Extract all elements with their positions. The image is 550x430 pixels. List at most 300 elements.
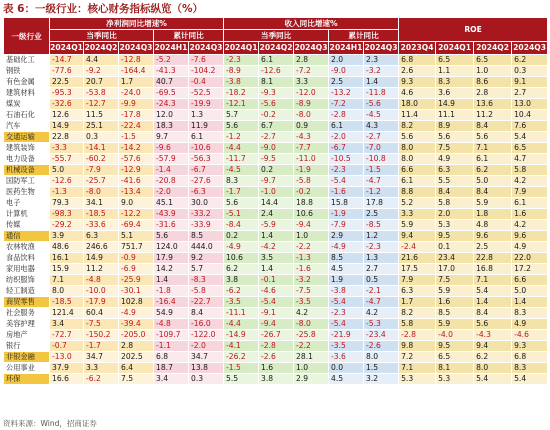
value-cell: 121.4 (50, 308, 84, 319)
value-cell: 4.2 (294, 308, 329, 319)
value-cell: -4.4 (224, 143, 259, 154)
header-revenue-cumulative-yoy: 累计同比 (329, 30, 399, 42)
value-cell: -30.1 (119, 286, 154, 297)
value-cell: 3.8 (224, 275, 259, 286)
value-cell: 2.8 (294, 55, 329, 66)
value-cell: 14.9 (84, 253, 119, 264)
table-row (4, 330, 548, 341)
table-row (4, 319, 548, 330)
period-header: 2024Q2 (474, 42, 512, 55)
value-cell: -9.3 (259, 88, 294, 99)
value-cell: -12.6 (259, 66, 294, 77)
value-cell: 16.8 (474, 264, 512, 275)
value-cell: -12.6 (50, 176, 84, 187)
industry-name: 农林牧渔 (4, 242, 50, 253)
value-cell: -109.7 (154, 330, 189, 341)
period-header: 2024H1 (329, 42, 364, 55)
industry-name: 商贸零售 (4, 297, 50, 308)
value-cell: 6.1 (259, 55, 294, 66)
value-cell: 0.5 (364, 275, 399, 286)
value-cell: -6.2 (224, 286, 259, 297)
value-cell: -1.6 (329, 187, 364, 198)
table-row (4, 341, 548, 352)
value-cell: -12.8 (119, 55, 154, 66)
value-cell: 16.1 (50, 253, 84, 264)
period-header: 2024Q3 (294, 42, 329, 55)
industry-name: 汽车 (4, 121, 50, 132)
table-row (4, 209, 548, 220)
value-cell: 6.8 (154, 352, 189, 363)
table-row (4, 231, 548, 242)
value-cell: -9.7 (259, 176, 294, 187)
period-header: 2024Q1 (224, 42, 259, 55)
period-header: 2024Q2 (84, 42, 119, 55)
value-cell: -2.2 (294, 242, 329, 253)
header-profit-cumulative-yoy: 累计同比 (154, 30, 224, 42)
value-cell: -5.4 (329, 176, 364, 187)
table-row (4, 242, 548, 253)
value-cell: -13.0 (50, 352, 84, 363)
value-cell: 18.7 (154, 363, 189, 374)
value-cell: -1.5 (364, 165, 399, 176)
industry-name: 食品饮料 (4, 253, 50, 264)
value-cell: -24.3 (154, 99, 189, 110)
value-cell: 3.3 (84, 363, 119, 374)
value-cell: 4.7 (512, 154, 548, 165)
value-cell: -4.6 (259, 286, 294, 297)
industry-name: 社会服务 (4, 308, 50, 319)
value-cell: -11.8 (364, 88, 399, 99)
value-cell: -7.2 (329, 99, 364, 110)
value-cell: -22.4 (119, 121, 154, 132)
value-cell: 7.2 (399, 352, 436, 363)
value-cell: 6.7 (259, 121, 294, 132)
value-cell: -7.6 (189, 55, 224, 66)
value-cell: 5.7 (189, 264, 224, 275)
value-cell: -4.9 (119, 308, 154, 319)
period-header: 2024Q1 (50, 42, 84, 55)
value-cell: -2.3 (329, 308, 364, 319)
value-cell: -4.5 (364, 110, 399, 121)
value-cell: 60.4 (84, 308, 119, 319)
table-row (4, 66, 548, 77)
value-cell: -25.7 (84, 176, 119, 187)
value-cell: 25.1 (84, 121, 119, 132)
value-cell: 8.4 (474, 121, 512, 132)
value-cell: 8.6 (474, 77, 512, 88)
value-cell: -95.3 (50, 88, 84, 99)
value-cell: 5.4 (512, 374, 548, 385)
value-cell: -2.0 (189, 341, 224, 352)
value-cell: 2.7 (512, 88, 548, 99)
value-cell: 2.5 (329, 77, 364, 88)
value-cell: 17.5 (399, 264, 436, 275)
value-cell: 7.1 (50, 275, 84, 286)
value-cell: 5.4 (512, 132, 548, 143)
value-cell: 202.5 (119, 352, 154, 363)
value-cell: 4.9 (512, 242, 548, 253)
value-cell: 13.0 (512, 99, 548, 110)
value-cell: 9.6 (512, 231, 548, 242)
value-cell: -2.0 (154, 187, 189, 198)
header-profit-quarter-yoy: 当季同比 (50, 30, 154, 42)
value-cell: -7.0 (364, 143, 399, 154)
value-cell: -3.5 (294, 297, 329, 308)
value-cell: -3.8 (224, 77, 259, 88)
industry-name: 电子 (4, 198, 50, 209)
value-cell: 4.9 (436, 154, 474, 165)
value-cell: -16.4 (154, 297, 189, 308)
value-cell: -2.3 (224, 55, 259, 66)
value-cell: -25.9 (119, 275, 154, 286)
value-cell: -10.8 (364, 154, 399, 165)
value-cell: -5.2 (154, 55, 189, 66)
value-cell: 444.0 (189, 242, 224, 253)
value-cell: 22.5 (50, 77, 84, 88)
industry-name: 轻工制造 (4, 286, 50, 297)
table-title: 表 6：一级行业：核心财务指标纵览（%） (3, 3, 203, 15)
value-cell: 1.6 (259, 363, 294, 374)
industry-name: 基础化工 (4, 55, 50, 66)
value-cell: 13.6 (474, 99, 512, 110)
value-cell: 1.4 (259, 264, 294, 275)
industry-name: 计算机 (4, 209, 50, 220)
table-row (4, 220, 548, 231)
value-cell: -6.7 (329, 143, 364, 154)
value-cell: -14.9 (224, 330, 259, 341)
value-cell: 6.2 (474, 352, 512, 363)
value-cell: -17.8 (119, 110, 154, 121)
value-cell: -2.4 (399, 242, 436, 253)
value-cell: 6.3 (84, 231, 119, 242)
table-row (4, 187, 548, 198)
industry-name: 环保 (4, 374, 50, 385)
value-cell: -8.0 (294, 110, 329, 121)
header-revenue-quarter-yoy: 当季同比 (224, 30, 329, 42)
value-cell: 124.0 (154, 242, 189, 253)
value-cell: 5.3 (436, 374, 474, 385)
value-cell: -9.5 (259, 154, 294, 165)
value-cell: 4.2 (364, 308, 399, 319)
value-cell: 0.3 (189, 374, 224, 385)
value-cell: -4.5 (224, 165, 259, 176)
value-cell: 8.2 (399, 308, 436, 319)
value-cell: 6.4 (119, 363, 154, 374)
value-cell: 9.1 (512, 77, 548, 88)
value-cell: -5.6 (364, 99, 399, 110)
value-cell: -25.8 (294, 330, 329, 341)
value-cell: -33.9 (189, 220, 224, 231)
value-cell: 10.6 (224, 253, 259, 264)
value-cell: -57.9 (154, 154, 189, 165)
value-cell: 6.1 (399, 176, 436, 187)
value-cell: -9.2 (84, 66, 119, 77)
financial-table (3, 17, 548, 385)
industry-name: 交通运输 (4, 132, 50, 143)
industry-name: 有色金属 (4, 77, 50, 88)
industry-name: 纺织服饰 (4, 275, 50, 286)
value-cell: 7.1 (399, 363, 436, 374)
value-cell: -11.1 (224, 308, 259, 319)
value-cell: -1.8 (154, 286, 189, 297)
industry-name: 石油石化 (4, 110, 50, 121)
value-cell: 1.0 (294, 363, 329, 374)
value-cell: -13.2 (329, 88, 364, 99)
value-cell: 9.3 (512, 341, 548, 352)
value-cell: -5.4 (329, 319, 364, 330)
value-cell: 5.7 (224, 110, 259, 121)
value-cell: 1.4 (512, 297, 548, 308)
value-cell: -122.0 (189, 330, 224, 341)
value-cell: 17.9 (154, 253, 189, 264)
value-cell: -8.5 (364, 220, 399, 231)
value-cell: -18.5 (50, 297, 84, 308)
value-cell: -11.0 (294, 154, 329, 165)
value-cell: -4.6 (512, 330, 548, 341)
value-cell: -29.2 (50, 220, 84, 231)
value-cell: -19.9 (189, 99, 224, 110)
value-cell: 5.8 (399, 319, 436, 330)
value-cell: 5.5 (436, 176, 474, 187)
value-cell: -12.2 (119, 209, 154, 220)
value-cell: 3.3 (399, 209, 436, 220)
table-row (4, 308, 548, 319)
value-cell: -3.2 (364, 66, 399, 77)
value-cell: -2.7 (364, 132, 399, 143)
value-cell: 0.0 (329, 363, 364, 374)
value-cell: 1.4 (474, 297, 512, 308)
value-cell: 14.4 (259, 198, 294, 209)
value-cell: 751.7 (119, 242, 154, 253)
value-cell: -4.7 (364, 297, 399, 308)
value-cell: 6.1 (329, 121, 364, 132)
value-cell: -6.7 (189, 165, 224, 176)
value-cell: 2.5 (474, 242, 512, 253)
table-row (4, 198, 548, 209)
value-cell: -20.8 (154, 176, 189, 187)
value-cell: -5.8 (189, 286, 224, 297)
value-cell: 8.4 (436, 187, 474, 198)
value-cell: 5.9 (474, 198, 512, 209)
value-cell: 6.1 (512, 198, 548, 209)
value-cell: 8.9 (436, 121, 474, 132)
industry-name: 通信 (4, 231, 50, 242)
value-cell: -3.5 (224, 297, 259, 308)
value-cell: -3.3 (50, 143, 84, 154)
value-cell: -10.0 (84, 286, 119, 297)
value-cell: 8.0 (399, 143, 436, 154)
value-cell: 22.8 (474, 253, 512, 264)
value-cell: -12.7 (84, 99, 119, 110)
period-header: 2024H1 (154, 42, 189, 55)
value-cell: -5.6 (259, 99, 294, 110)
table-row (4, 374, 548, 385)
value-cell: -8.9 (294, 99, 329, 110)
industry-name: 国防军工 (4, 176, 50, 187)
value-cell: 16.6 (50, 374, 84, 385)
value-cell: -2.7 (259, 132, 294, 143)
value-cell: -52.5 (189, 88, 224, 99)
value-cell: 8.3 (224, 176, 259, 187)
value-cell: -7.5 (294, 286, 329, 297)
period-header: 2024Q3 (512, 42, 548, 55)
period-header: 2024Q3 (189, 42, 224, 55)
value-cell: 48.6 (50, 242, 84, 253)
value-cell: 5.8 (512, 165, 548, 176)
value-cell: 2.9 (329, 231, 364, 242)
value-cell: -5.4 (329, 297, 364, 308)
value-cell: -4.0 (436, 330, 474, 341)
value-cell: -2.6 (364, 341, 399, 352)
period-header: 2024Q3 (119, 42, 154, 55)
value-cell: 30.0 (189, 198, 224, 209)
value-cell: -32.6 (50, 99, 84, 110)
value-cell: 5.4 (474, 286, 512, 297)
header-industry: 一级行业 (4, 18, 50, 55)
value-cell: 5.1 (119, 231, 154, 242)
value-cell: 45.1 (154, 198, 189, 209)
value-cell: -2.1 (364, 286, 399, 297)
value-cell: 3.6 (436, 88, 474, 99)
value-cell: -9.9 (119, 99, 154, 110)
value-cell: 0.9 (294, 121, 329, 132)
value-cell: 5.6 (436, 132, 474, 143)
value-cell: 11.2 (474, 110, 512, 121)
value-cell: 22.8 (50, 132, 84, 143)
value-cell: -9.4 (294, 220, 329, 231)
value-cell: -7.2 (294, 66, 329, 77)
value-cell: 2.0 (436, 209, 474, 220)
value-cell: 5.5 (224, 374, 259, 385)
value-cell: -57.6 (119, 154, 154, 165)
table-row (4, 363, 548, 374)
value-cell: 21.6 (399, 253, 436, 264)
value-cell: -5.3 (364, 319, 399, 330)
value-cell: 9.7 (154, 132, 189, 143)
value-cell: 3.4 (50, 319, 84, 330)
value-cell: -18.2 (224, 88, 259, 99)
value-cell: 9.5 (436, 341, 474, 352)
value-cell: 1.3 (364, 253, 399, 264)
value-cell: 2.4 (259, 209, 294, 220)
value-cell: 54.9 (154, 308, 189, 319)
value-cell: 11.9 (189, 121, 224, 132)
value-cell: 18.0 (399, 99, 436, 110)
value-cell: 2.3 (364, 55, 399, 66)
value-cell: 8.1 (259, 77, 294, 88)
value-cell: 1.5 (364, 363, 399, 374)
value-cell: 2.9 (294, 374, 329, 385)
value-cell: -4.4 (224, 319, 259, 330)
value-cell: -2.8 (259, 341, 294, 352)
value-cell: 1.2 (364, 231, 399, 242)
value-cell: -1.2 (224, 132, 259, 143)
value-cell: -26.7 (259, 330, 294, 341)
table-row (4, 154, 548, 165)
value-cell: -3.6 (329, 352, 364, 363)
value-cell: -23.4 (364, 330, 399, 341)
value-cell: 8.3 (512, 308, 548, 319)
value-cell: 79.3 (50, 198, 84, 209)
value-cell: -14.2 (119, 143, 154, 154)
value-cell: 8.4 (474, 308, 512, 319)
value-cell: 4.2 (512, 176, 548, 187)
value-cell: 1.7 (399, 297, 436, 308)
value-cell: -12.9 (119, 165, 154, 176)
industry-name: 钢铁 (4, 66, 50, 77)
value-cell: -4.9 (224, 242, 259, 253)
value-cell: -9.0 (329, 66, 364, 77)
value-cell: -2.8 (329, 110, 364, 121)
value-cell: -69.5 (154, 88, 189, 99)
value-cell: 5.6 (224, 198, 259, 209)
value-cell: -10.5 (329, 154, 364, 165)
value-cell: 6.2 (474, 165, 512, 176)
header-revenue-growth: 收入同比增速% (224, 18, 399, 30)
value-cell: 17.8 (364, 198, 399, 209)
value-cell: -1.9 (294, 165, 329, 176)
value-cell: 9.5 (436, 231, 474, 242)
value-cell: 2.8 (474, 88, 512, 99)
value-cell: -12.0 (294, 88, 329, 99)
value-cell: 7.5 (436, 143, 474, 154)
value-cell: 6.5 (512, 143, 548, 154)
value-cell: -56.3 (189, 154, 224, 165)
value-cell: -8.3 (189, 275, 224, 286)
value-cell: 8.0 (364, 352, 399, 363)
value-cell: 9.3 (399, 77, 436, 88)
value-cell: -5.9 (259, 220, 294, 231)
value-cell: 6.1 (189, 132, 224, 143)
value-cell: -39.4 (119, 319, 154, 330)
value-cell: 5.3 (399, 374, 436, 385)
value-cell: 8.4 (189, 308, 224, 319)
value-cell: -2.3 (364, 242, 399, 253)
value-cell: 5.0 (50, 165, 84, 176)
value-cell: -4.3 (474, 330, 512, 341)
value-cell: 11.2 (84, 264, 119, 275)
value-cell: -2.2 (294, 341, 329, 352)
value-cell: -17.9 (84, 297, 119, 308)
table-row (4, 264, 548, 275)
value-cell: 11.1 (436, 110, 474, 121)
value-cell: 246.6 (84, 242, 119, 253)
value-cell: 1.8 (474, 209, 512, 220)
value-cell: 1.0 (474, 66, 512, 77)
value-cell: 8.8 (399, 187, 436, 198)
value-cell: 8.5 (329, 253, 364, 264)
value-cell: 5.9 (436, 319, 474, 330)
value-cell: -13.4 (119, 187, 154, 198)
value-cell: 5.0 (512, 286, 548, 297)
value-cell: 17.0 (436, 264, 474, 275)
value-cell: 5.4 (474, 374, 512, 385)
value-cell: 7.6 (512, 121, 548, 132)
value-cell: 8.0 (474, 363, 512, 374)
value-cell: -9.6 (154, 143, 189, 154)
value-cell: 8.3 (436, 77, 474, 88)
value-cell: -1.3 (294, 253, 329, 264)
table-row (4, 176, 548, 187)
value-cell: -12.1 (224, 99, 259, 110)
value-cell: 4.6 (399, 88, 436, 99)
value-cell: 14.9 (50, 121, 84, 132)
table-row (4, 275, 548, 286)
value-cell: -1.7 (224, 187, 259, 198)
value-cell: -7.7 (294, 143, 329, 154)
value-cell: 6.8 (512, 352, 548, 363)
value-cell: -9.4 (259, 319, 294, 330)
